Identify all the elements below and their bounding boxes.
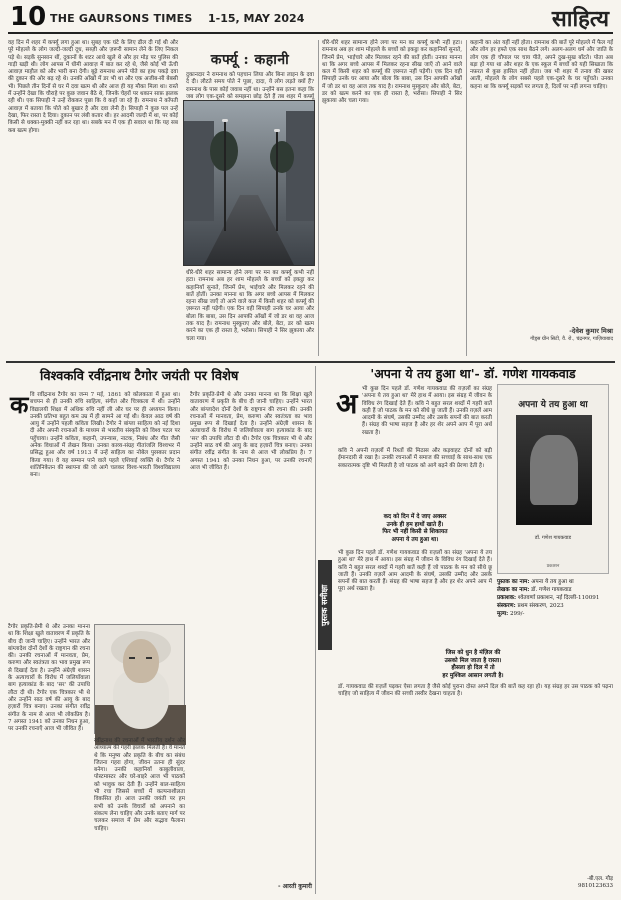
book-headline: 'अपना ये तय हुआ था'- डॉ. गणेश गायकवाड	[370, 366, 576, 381]
lamp-pole	[276, 131, 278, 231]
tagore-column-1b: टैगोर प्रकृति-प्रेमी थे और उनका मानना था कि शिक्षा खुले वातावरण में प्रकृति के बीच दी जानी चाहिए। उन्होंने भारत और बांग्लादेश दोनों देशों के राष्ट्रगान की रचना की। उनकी रचनाओं में मानवता, प्रेम, करुणा और स्वतंत्रता का भाव प्रमुख रूप से दिखाई देता है। उन्होंने अंग्रेज़ी शासन के अत्याचारों के विरोध में जलियाँवाला बाग हत्याकांड के बाद 'सर' की उपाधि लौटा दी थी। टैगोर एक चित्रकार भी थे और उन्होंने साठ वर्ष की आयु के बाद हज़ारों चित्र बनाए। उनका संगीत रवींद्र संगीत के नाम से आज भी लोकप्रिय है। 7 अगस्त 1941 को उनका निधन हुआ, पर उनकी रचनाएँ आज भी जीवित हैं।	[8, 624, 90, 733]
book-info-row: पुस्तक का नाम: अपना ये तय हुआ था	[497, 579, 574, 585]
book-end-text: डॉ. गायकवाड की ग़ज़लें पढ़कर ऐसा लगता है जैसे कोई पुराना दोस्त अपने दिल की बातें कह रहा हो। यह संग्रह हर उस पाठक को पढ़ना चाहिए जो साहित्य में जीवन की सच्ची तस्वीर देखना चाहता है।	[338, 684, 613, 698]
story-title	[185, 50, 315, 69]
curfew-street-photo	[183, 100, 315, 266]
tagore-column-1: वि रवींद्रनाथ टैगोर का जन्म 7 मई, 1861 को कोलकाता में हुआ था। बचपन से ही उनकी रुचि साहित्य, संगीत और चित्रकला में थी। उन्होंने विद्यालयी शिक्षा में अधिक रुचि नहीं ली और घर पर ही अध्ययन किया। उनकी प्रतिभा बहुत कम उम्र में ही सामने आ गई थी। केवल आठ वर्ष की आयु में उन्होंने पहली कविता लिखी। टैगोर ने बांग्ला साहित्य को नई दिशा दी और अपनी रचनाओं के माध्यम से भारतीय संस्कृति को विश्व पटल पर पहुँचाया। उन्होंने कविता, कहानी, उपन्यास, नाटक, निबंध और गीत जैसी अनेक विधाओं में लेखन किया। उनका काव्य-संग्रह गीतांजलि विश्वभर में प्रसिद्ध हुआ और वर्ष 1913 में उन्हें साहित्य का नोबेल पुरस्कार प्रदान किया गया। वे यह सम्मान पाने वाले पहले एशियाई व्यक्ति थे। टैगोर ने शांतिनिकेतन की स्थापना की जो आगे चलकर विश्व-भारती विश्वविद्यालय बना।	[30, 392, 180, 479]
issue-date: 1-15, MAY 2024	[208, 12, 305, 25]
book-middle-text: भी कुछ दिन पहले डॉ. गणेश गायकवाड की ग़ज़लों का संग्रह 'अपना ये तय हुआ था' मेरे हाथ में आया। इस संग्रह में जीवन के विविध रंग दिखाई देते हैं। कवि ने बहुत सरल शब्दों में गहरी बातें कही हैं जो पाठक के मन को सीधे छू जाती हैं। उनकी ग़ज़लें आम आदमी के संघर्ष, उसकी उम्मीद और उसके सपनों की बात करती हैं। संग्रह की भाषा सहज है और हर शेर अपने आप में पूरा अर्थ रखता है।	[338, 550, 492, 593]
book-cover-image	[516, 415, 592, 525]
tree-shape	[270, 141, 294, 173]
portrait-eye	[129, 657, 135, 659]
book-poem-2: जिस को धुन है मंज़िल की उसको मिल जाता है रास्ता। हौसला हो दिल में तो हर मुश्किल आसान लगती है।	[442, 650, 504, 679]
tagore-portrait	[94, 624, 185, 734]
book-intro-cont: कवि ने अपनी ग़ज़लों में रिश्तों की मिठास और कड़वाहट दोनों को बड़ी ईमानदारी से रखा है। उनकी रचनाओं में समाज की सच्चाई के साथ-साथ एक सकारात्मक दृष्टि भी मिलती है जो पाठक को आगे बढ़ने की प्रेरणा देती है।	[338, 448, 492, 469]
book-info-row: प्रकाशक: श्वेतवर्णा प्रकाशन, नई दिल्ली-110091	[497, 595, 600, 601]
tagore-author: - आरती कुमारी	[278, 883, 312, 890]
section-title: साहित्य	[551, 6, 609, 32]
story-author: -देवेश कुमार मिश्रा	[569, 327, 613, 335]
reviewer-phone: 9810123633	[578, 883, 613, 889]
story-column-3: धीरे-धीरे शहर सामान्य होने लगा पर मन का कर्फ्यू कभी नहीं हटा। रामनाथ अब हर शाम मोहल्ले के बच्चों को इकट्ठा कर कहानियाँ सुनाते, जिनमें प्रेम, भाईचारे और मिलकर रहने की बातें होतीं। उनका मानना था कि अगर बच्चे आपस में मिलकर रहना सीख जाएँ तो आने वाले कल में किसी शहर को कर्फ्यू की ज़रूरत नहीं पड़ेगी। एक दिन वही सिपाही उनके घर आया और बोला कि बाबा, उस दिन आपकी आँखों में जो डर था वह आज तक याद है। रामनाथ मुस्कुराए और बोले, बेटा, डर को खत्म करने का एक ही रास्ता है, भरोसा। सिपाही ने सिर झुकाया और चला गया।	[322, 40, 462, 105]
road-shape	[204, 195, 294, 265]
newspaper-name: THE GAURSONS TIMES	[50, 12, 193, 25]
portrait-eye	[146, 657, 152, 659]
book-cover	[497, 384, 609, 574]
book-cover-author: डॉ. गणेश गायकवाड	[534, 535, 572, 541]
story-author-detail: गौड़्स ग्रीन सिटी, वै. रो., चंद्रनगर, गाज़ियाबाद	[530, 336, 613, 342]
story-column-2a: दुकानदार ने रामनाथ को पहचान लिया और बिना लाइन के दवा दे दी। लौटते समय पोते ने पूछा, दादा, ये लोग लड़ते क्यों हैं? रामनाथ के पास कोई जवाब नहीं था। उन्होंने बस इतना कहा कि जब लोग एक-दूसरे को समझना छोड़ देते हैं तब शहर में कर्फ्यू	[186, 72, 314, 100]
section-divider	[6, 361, 615, 363]
reviewer-name: -बी.एल. गौड़	[587, 876, 613, 882]
lamp-light	[222, 119, 228, 122]
building-shape	[184, 121, 214, 221]
book-reviewer	[520, 876, 613, 890]
page-number: 10	[10, 2, 47, 32]
story-column-1: वह दिन में शहर में कर्फ्यू लगा हुआ था। सुबह एक घंटे के लिए ढील दी गई थी और पूरे मोहल्ले के लोग जल्दी-जल्दी दूध, सब्ज़ी और ज़रूरी सामान लेने के लिए निकल पड़े थे। सड़कें सुनसान थीं, दुकानों के शटर आधे खुले थे और हर मोड़ पर पुलिस की गाड़ी खड़ी थी। लोग आपस में धीमी आवाज़ में बात कर रहे थे, जैसे कोई भी ऊँची आवाज़ माहौल को और भारी बना देगी। बूढ़े रामनाथ अपने पोते का हाथ पकड़े दवा की दुकान की ओर बढ़ रहे थे। उनकी आँखों में डर भी था और एक अजीब-सी बेबसी भी। पिछले तीन दिनों से घर में दवा खत्म थी और आज ही यह मौका मिला था। रास्ते में उन्होंने देखा कि चौराहे पर कुछ जवान बैठे थे, जिनके चेहरों पर थकान साफ़ झलक रही थी। एक सिपाही ने उन्हें रोककर पूछा कि वे कहाँ जा रहे हैं। रामनाथ ने काँपती आवाज़ में बताया कि पोते को बुखार है और दवा लेनी है। सिपाही ने कुछ पल उन्हें देखा, फिर रास्ता दे दिया। दुकान पर लंबी कतार थी। हर आदमी जल्दी में था, पर कोई किसी से धक्का-मुक्की नहीं कर रहा था। सबके मन में एक ही सवाल था कि यह सब कब खत्म होगा।	[8, 40, 178, 134]
column-divider	[315, 366, 316, 894]
book-info-row: मूल्य: 299/-	[497, 611, 525, 617]
lamp-pole	[224, 121, 226, 231]
story-column-4: कहानी का अंत यहीं नहीं होता। रामनाथ की बातें पूरे मोहल्ले में फैल गईं और लोग हर हफ्ते एक साथ बैठने लगे। अलग-अलग धर्म और जाति के लोग एक ही चौपाल पर चाय पीते, अपने दुख-सुख बाँटते। पोता अब बड़ा हो गया था और शहर के एक स्कूल में बच्चों को यही सिखाता कि नफ़रत से कुछ हासिल नहीं होता। जब भी शहर में तनाव की खबर आती, मोहल्ले के लोग सबसे पहले एक-दूसरे के घर पहुँचते। उनका कहना था कि कर्फ्यू सड़कों पर लगता है, दिलों पर नहीं लगना चाहिए।	[470, 40, 613, 90]
column-divider	[466, 40, 467, 356]
story-title-text: कर्फ्यू : कहानी	[210, 52, 290, 68]
tagore-headline: विश्वकवि रवींद्रनाथ टैगोर जयंती पर विशेष	[40, 369, 239, 384]
book-dropcap: अ	[336, 387, 358, 420]
book-info	[497, 578, 615, 618]
book-info-row: संस्करण: प्रथम संस्करण, 2023	[497, 603, 564, 609]
book-cover-title: अपना ये तय हुआ था	[518, 400, 588, 410]
book-info-row: लेखक का नाम: डॉ. गणेश गायकवाड	[497, 587, 572, 593]
column-divider	[318, 40, 319, 356]
page-header	[8, 4, 613, 34]
tagore-dropcap: क	[10, 390, 29, 419]
tagore-column-1c: रवींद्रनाथ की रचनाओं में भारतीय दर्शन और आध्यात्म की गहरी झलक मिलती है। वे मानते थे कि मनुष्य और प्रकृति के बीच का संबंध जितना गहरा होगा, जीवन उतना ही सुंदर बनेगा। उनकी कहानियाँ काबुलीवाला, पोस्टमास्टर और घरे-बाइरे आज भी पाठकों को भावुक कर देती हैं। उन्होंने बाल-साहित्य भी रचा जिससे बच्चों में कल्पनाशीलता विकसित हो। आज उनकी जयंती पर हम सभी को उनके विचारों को अपनाने का संकल्प लेना चाहिए और उनके बताए मार्ग पर चलकर समाज में प्रेम और सद्भाव फैलाना चाहिए।	[94, 738, 185, 832]
story-column-2b: धीरे-धीरे शहर सामान्य होने लगा पर मन का कर्फ्यू कभी नहीं हटा। रामनाथ अब हर शाम मोहल्ले के बच्चों को इकट्ठा कर कहानियाँ सुनाते, जिनमें प्रेम, भाईचारे और मिलकर रहने की बातें होतीं। उनका मानना था कि अगर बच्चे आपस में मिलकर रहना सीख जाएँ तो आने वाले कल में किसी शहर को कर्फ्यू की ज़रूरत नहीं पड़ेगी। एक दिन वही सिपाही उनके घर आया और बोला कि बाबा, उस दिन आपकी आँखों में जो डर था वह आज तक याद है। रामनाथ मुस्कुराए और बोले, बेटा, डर को खत्म करने का एक ही रास्ता है, भरोसा। सिपाही ने सिर झुकाया और चला गया।	[186, 270, 314, 342]
book-cover-publisher: प्रकाशन	[546, 564, 560, 569]
lamp-light	[274, 129, 280, 132]
book-intro: भी कुछ दिन पहले डॉ. गणेश गायकवाड की ग़ज़लों का संग्रह 'अपना ये तय हुआ था' मेरे हाथ में आया। इस संग्रह में जीवन के विविध रंग दिखाई देते हैं। कवि ने बहुत सरल शब्दों में गहरी बातें कही हैं जो पाठक के मन को सीधे छू जाती हैं। उनकी ग़ज़लें आम आदमी के संघर्ष, उसकी उम्मीद और उसके सपनों की बात करती हैं। संग्रह की भाषा सहज है और हर शेर अपने आप में पूरा अर्थ रखता है।	[362, 386, 492, 436]
book-poem-1: कद को दिन में दे जाए अक्सर उनके ही हम हाथों खाते हैं। फिर भी नहीं किसी से शिकायत अपना ये तय हुआ था।	[382, 514, 448, 543]
portrait-face	[123, 639, 159, 683]
book-review-label: पुस्तक समीक्षा	[318, 560, 332, 650]
tagore-column-2: टैगोर प्रकृति-प्रेमी थे और उनका मानना था कि शिक्षा खुले वातावरण में प्रकृति के बीच दी जानी चाहिए। उन्होंने भारत और बांग्लादेश दोनों देशों के राष्ट्रगान की रचना की। उनकी रचनाओं में मानवता, प्रेम, करुणा और स्वतंत्रता का भाव प्रमुख रूप से दिखाई देता है। उन्होंने अंग्रेज़ी शासन के अत्याचारों के विरोध में जलियाँवाला बाग हत्याकांड के बाद 'सर' की उपाधि लौटा दी थी। टैगोर एक चित्रकार भी थे और उन्होंने साठ वर्ष की आयु के बाद हज़ारों चित्र बनाए। उनका संगीत रवींद्र संगीत के नाम से आज भी लोकप्रिय है। 7 अगस्त 1941 को उनका निधन हुआ, पर उनकी रचनाएँ आज भी जीवित हैं।	[190, 392, 312, 471]
